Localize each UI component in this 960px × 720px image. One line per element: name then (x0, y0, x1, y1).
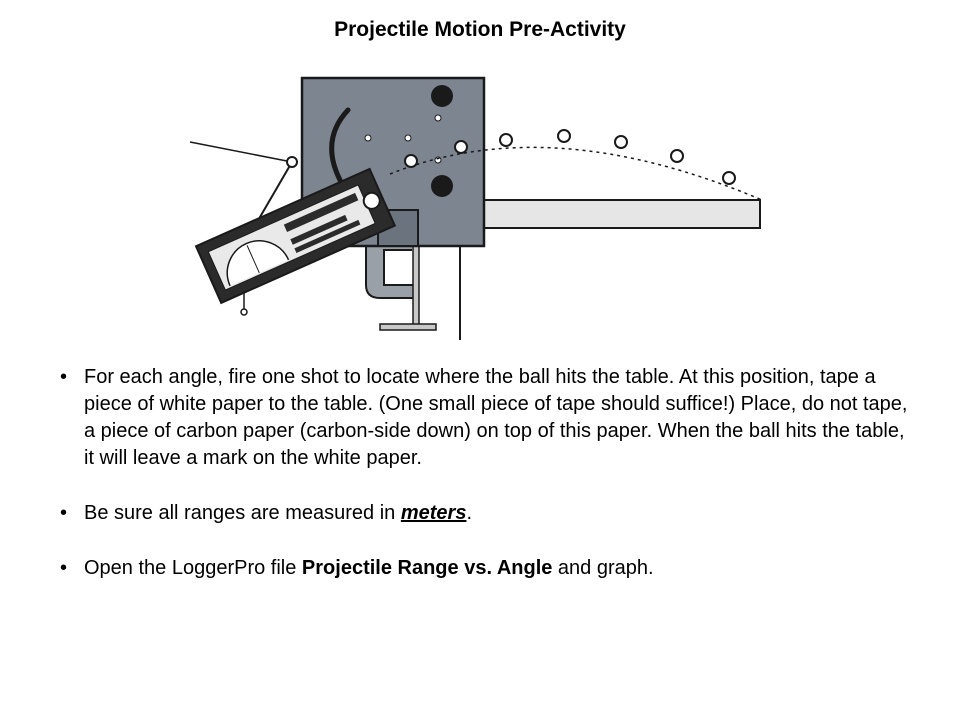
pivot (287, 157, 297, 167)
pull-string (190, 142, 292, 162)
ball (405, 155, 417, 167)
ball (723, 172, 735, 184)
mount-hole (365, 135, 371, 141)
ball (455, 141, 467, 153)
list-item (60, 555, 920, 582)
clamp-handle (380, 324, 436, 330)
bullet-icon: • (60, 366, 68, 388)
bullet-icon: • (60, 502, 68, 524)
plumb-bob (241, 309, 247, 315)
mount-hole (435, 115, 441, 121)
mount-knob (431, 85, 453, 107)
launcher-barrel (196, 169, 395, 303)
file-name: Projectile Range vs. Angle (301, 557, 553, 579)
bullet-icon: • (60, 557, 68, 579)
ball (671, 150, 683, 162)
list-item (60, 500, 920, 527)
ball (500, 134, 512, 146)
ball (615, 136, 627, 148)
mount-hole (405, 135, 411, 141)
list-item (60, 364, 920, 472)
instruction-text: Be sure all ranges are measured in meters. (84, 502, 473, 524)
instruction-list (60, 364, 920, 582)
instruction-text: For each angle, fire one shot to locate where the ball hits the table. At this position, tape a piece of white paper to the table. (One small piece of tape should suffice!) Place, do not tape, a piece of carbon paper (carbon-side down) on top of this paper. When the ball hits the table, it will leave a mark on the white paper. (84, 366, 908, 469)
emphasis-meters: meters (400, 502, 467, 524)
instruction-text: Open the LoggerPro file Projectile Range vs. Angle and graph. (84, 557, 654, 579)
ball (558, 130, 570, 142)
page-title: Projectile Motion Pre-Activity (334, 18, 626, 41)
projectile-launcher-illustration (180, 70, 780, 350)
mount-knob (431, 175, 453, 197)
